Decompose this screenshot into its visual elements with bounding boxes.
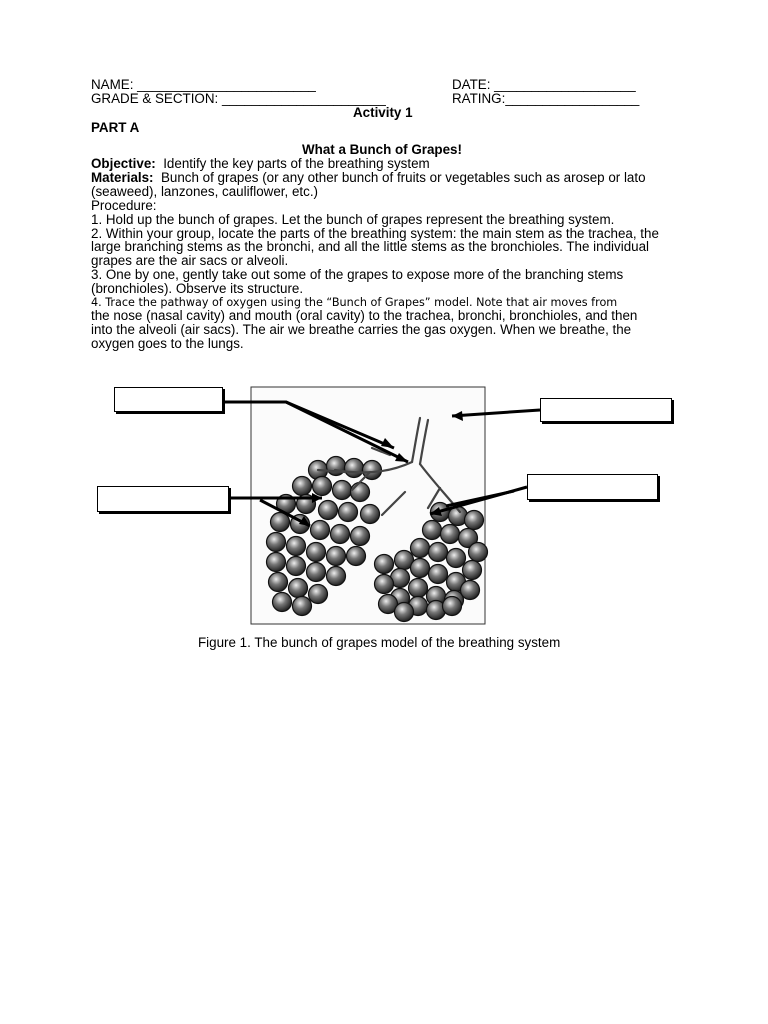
materials-label: Materials:	[91, 170, 154, 185]
grape	[313, 477, 332, 496]
grape	[307, 563, 326, 582]
grape	[351, 527, 370, 546]
grape	[269, 573, 288, 592]
grape	[293, 477, 312, 496]
grape	[423, 521, 442, 540]
materials-text-cont: (seaweed), lanzones, cauliflower, etc.)	[91, 184, 319, 199]
grape	[267, 553, 286, 572]
grape	[311, 521, 330, 540]
step-4-line-1: 4. Trace the pathway of oxygen using the “Bunch of Grapes” model. Note that air moves from	[91, 296, 618, 309]
name-field[interactable]: NAME: ________________________	[91, 77, 316, 92]
grape	[469, 543, 488, 562]
grape	[309, 585, 328, 604]
grape	[331, 525, 350, 544]
step-3-line-2: (bronchioles). Observe its structure.	[91, 281, 304, 296]
step-2-line-3: grapes are the air sacs or alveoli.	[91, 253, 289, 268]
grape	[375, 555, 394, 574]
objective-text: Identify the key parts of the breathing system	[163, 156, 430, 171]
grape	[267, 533, 286, 552]
step-2-line-1: 2. Within your group, locate the parts of the breathing system: the main stem as the trachea, the	[91, 226, 659, 241]
grape	[333, 481, 352, 500]
label-box-alveoli[interactable]	[97, 486, 229, 512]
grade-section-field[interactable]: GRADE & SECTION: ______________________	[91, 91, 386, 106]
grape	[345, 459, 364, 478]
grape	[409, 579, 428, 598]
grape	[441, 525, 460, 544]
date-field[interactable]: DATE: ___________________	[452, 77, 636, 92]
activity-title: Activity 1	[353, 105, 413, 120]
grape	[287, 557, 306, 576]
figure-caption: Figure 1. The bunch of grapes model of the breathing system	[198, 635, 561, 650]
grape	[443, 597, 462, 616]
grape	[293, 597, 312, 616]
page-title: What a Bunch of Grapes!	[302, 142, 462, 157]
grape	[463, 561, 482, 580]
grape	[411, 559, 430, 578]
grape	[351, 483, 370, 502]
label-box-trachea[interactable]	[114, 387, 223, 412]
grape	[339, 503, 358, 522]
part-heading: PART A	[91, 120, 140, 135]
grape	[447, 549, 466, 568]
step-3-line-1: 3. One by one, gently take out some of the grapes to expose more of the branching stems	[91, 267, 624, 282]
grape	[461, 581, 480, 600]
step-4-line-2: the nose (nasal cavity) and mouth (oral cavity) to the trachea, bronchi, bronchioles, and then	[91, 308, 638, 323]
objective-label: Objective:	[91, 156, 156, 171]
step-2-line-2: large branching stems as the bronchi, and all the little stems as the bronchioles. The individual	[91, 239, 650, 254]
grape	[307, 543, 326, 562]
procedure-heading: Procedure:	[91, 198, 157, 213]
grape	[327, 547, 346, 566]
grape	[319, 501, 338, 520]
label-box-bronchioles[interactable]	[527, 474, 658, 500]
step-1-line-1: 1. Hold up the bunch of grapes. Let the bunch of grapes represent the breathing system.	[91, 212, 615, 227]
label-box-bronchi[interactable]	[540, 398, 672, 422]
grape	[375, 575, 394, 594]
rating-field[interactable]: RATING:__________________	[452, 91, 640, 106]
grape	[361, 505, 380, 524]
step-4-line-3: into the alveoli (air sacs). The air we breathe carries the gas oxygen. When we breathe, the	[91, 322, 632, 337]
grape	[327, 567, 346, 586]
grape	[465, 511, 484, 530]
grape	[347, 547, 366, 566]
step-4-line-4: oxygen goes to the lungs.	[91, 336, 244, 351]
grape	[429, 565, 448, 584]
materials-text: Bunch of grapes (or any other bunch of fruits or vegetables such as arosep or lato	[160, 170, 646, 185]
grape	[289, 579, 308, 598]
grape	[287, 537, 306, 556]
grape	[411, 539, 430, 558]
grape	[429, 543, 448, 562]
grape	[395, 603, 414, 622]
grape	[273, 593, 292, 612]
